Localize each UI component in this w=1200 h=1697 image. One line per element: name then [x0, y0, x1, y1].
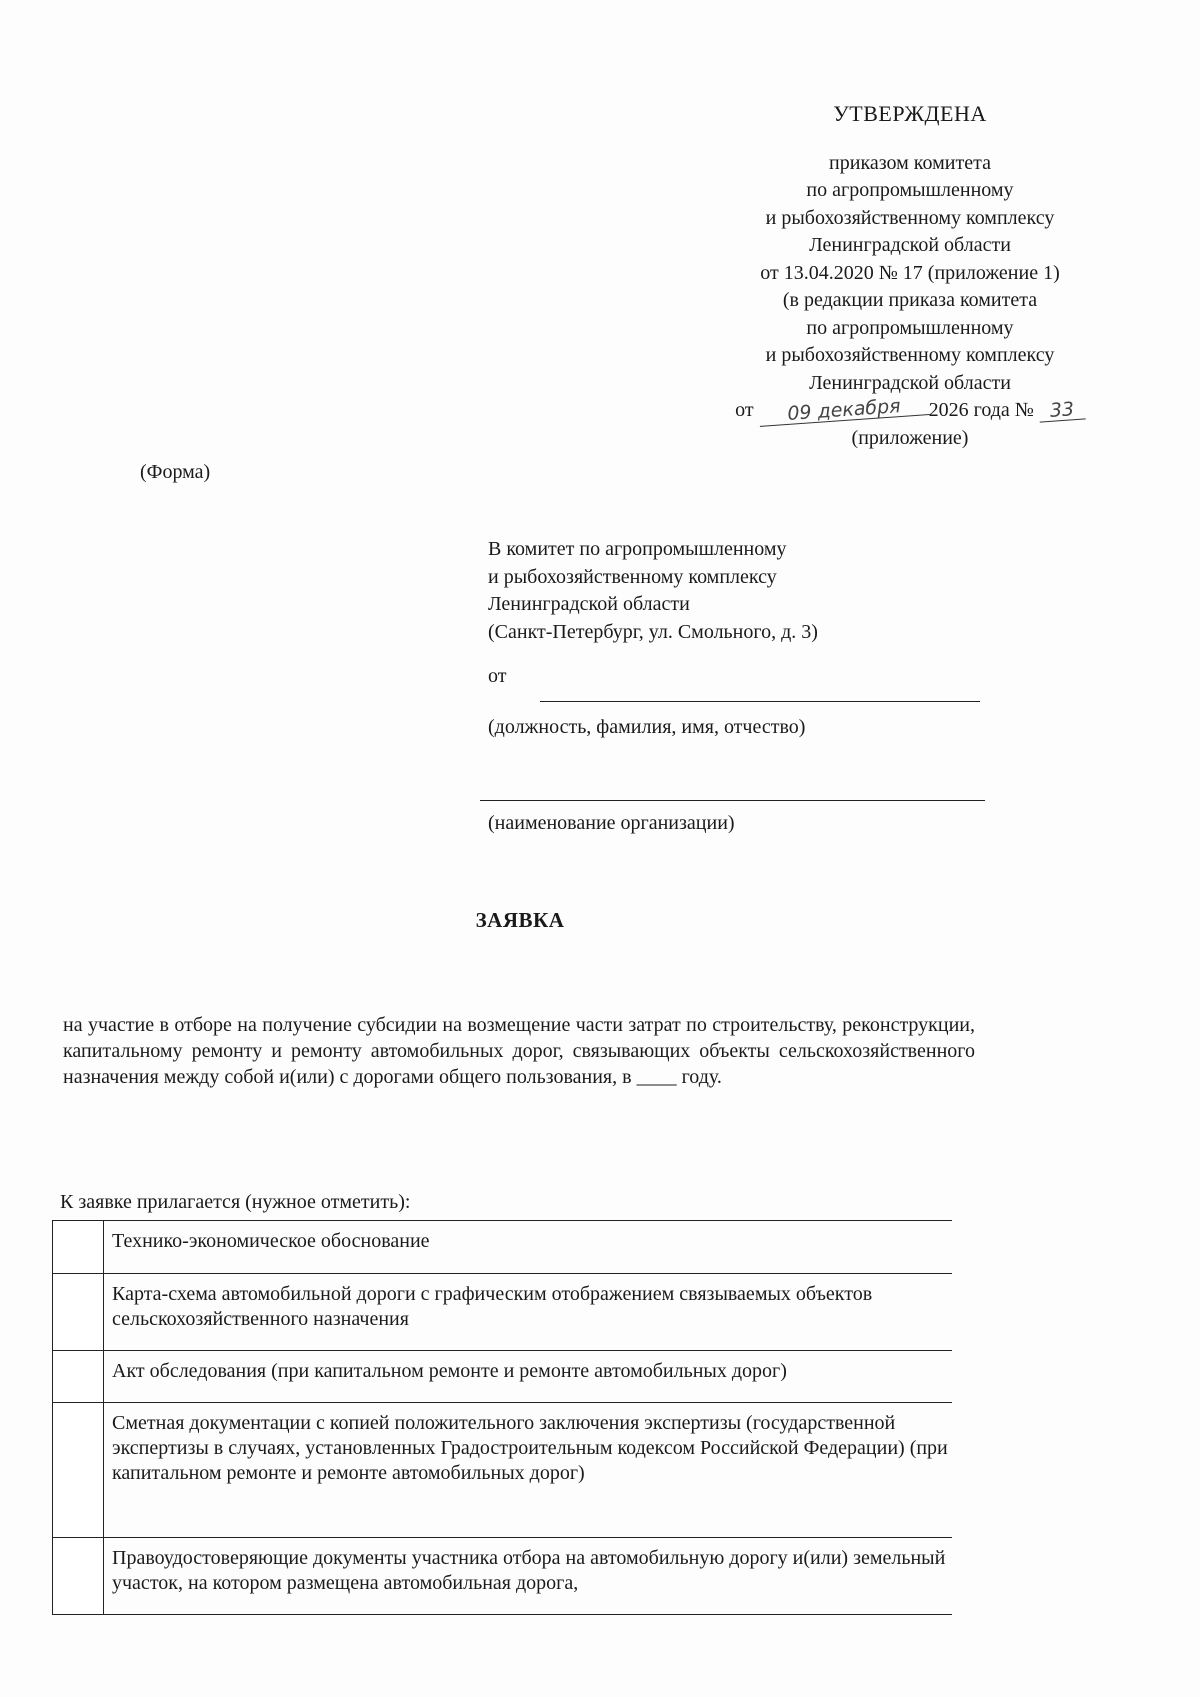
approval-title: УТВЕРЖДЕНА	[833, 101, 987, 126]
approval-line: по агропромышленному	[806, 179, 1014, 201]
form-label: (Форма)	[140, 461, 211, 483]
attachment-checkbox[interactable]	[52, 1403, 104, 1537]
approval-line: приказом комитета	[829, 151, 991, 174]
list-item	[52, 1220, 952, 1273]
edition-line	[690, 397, 1130, 425]
appendix-label: (приложение)	[851, 426, 969, 449]
attachment-label: Карта-схема автомобильной дороги с графическим отображением связываемых объектов сельскохозяйственного назначения	[112, 1283, 873, 1330]
attachments-checklist	[52, 1220, 952, 1615]
approval-stamp-block	[690, 100, 1130, 452]
from-caption: (должность, фамилия, имя, отчество)	[488, 716, 806, 738]
list-item	[52, 1537, 952, 1615]
approval-line: Ленинградской области	[809, 371, 1011, 394]
purpose-paragraph: на участие в отборе на получение субсидии на возмещение части затрат по строительству, реконструкции, капитальному ремонту и ремонту автомобильных дорог, связывающих объекты сельскохозяйственного назначения между собой и(или) с дорогами общего пользования, в ____ году.	[63, 1014, 975, 1088]
attachment-checkbox[interactable]	[52, 1221, 104, 1273]
attachment-checkbox[interactable]	[52, 1538, 104, 1614]
edition-year: 2026 года №	[928, 399, 1034, 421]
approval-line: по агропромышленному	[806, 316, 1014, 339]
organization-caption: (наименование организации)	[488, 812, 735, 834]
addressee-line: Ленинградской области	[488, 593, 690, 615]
attachment-label: Технико-экономическое обоснование	[112, 1230, 430, 1252]
approval-line: и рыбохозяйственному комплексу	[765, 206, 1055, 229]
from-fill-line[interactable]	[540, 701, 980, 702]
attachment-label: Акт обследования (при капитальном ремонте и ремонте автомобильных дорог)	[112, 1360, 787, 1382]
approval-line: (в редакции приказа комитета	[782, 289, 1038, 311]
attachment-label: Сметная документации с копией положительного заключения экспертизы (государственной экспертизы в случаях, установленных Градостроительным кодексом Российской Федерации) (при капитальном ремонте и ремонте автомобильных дорог)	[112, 1412, 948, 1484]
edition-prefix: от	[735, 399, 754, 421]
attachment-checkbox[interactable]	[52, 1274, 104, 1350]
addressee-line: (Санкт-Петербург, ул. Смольного, д. 3)	[488, 620, 818, 643]
attachment-checkbox[interactable]	[52, 1351, 104, 1402]
approval-line: от 13.04.2020 № 17 (приложение 1)	[760, 261, 1060, 284]
attachments-label: К заявке прилагается (нужное отметить):	[60, 1191, 411, 1213]
attachment-label: Правоудостоверяющие документы участника отбора на автомобильную дорогу и(или) земельный участок, на котором размещена автомобильная дорога,	[112, 1547, 946, 1594]
list-item	[52, 1350, 952, 1402]
document-title: ЗАЯВКА	[475, 908, 565, 932]
organization-fill-line[interactable]	[480, 800, 985, 801]
approval-line: и рыбохозяйственному комплексу	[765, 344, 1055, 366]
approval-line: Ленинградской области	[809, 234, 1011, 256]
list-item	[52, 1402, 952, 1537]
addressee-line: В комитет по агропромышленному	[488, 538, 787, 560]
list-item	[52, 1273, 952, 1350]
handwritten-date: 09 декабря	[758, 394, 929, 427]
from-label: от	[488, 665, 507, 687]
addressee-line: и рыбохозяйственному комплексу	[488, 565, 777, 588]
from-field	[488, 665, 988, 688]
addressee-block	[488, 536, 988, 646]
handwritten-number: 33	[1038, 398, 1085, 422]
